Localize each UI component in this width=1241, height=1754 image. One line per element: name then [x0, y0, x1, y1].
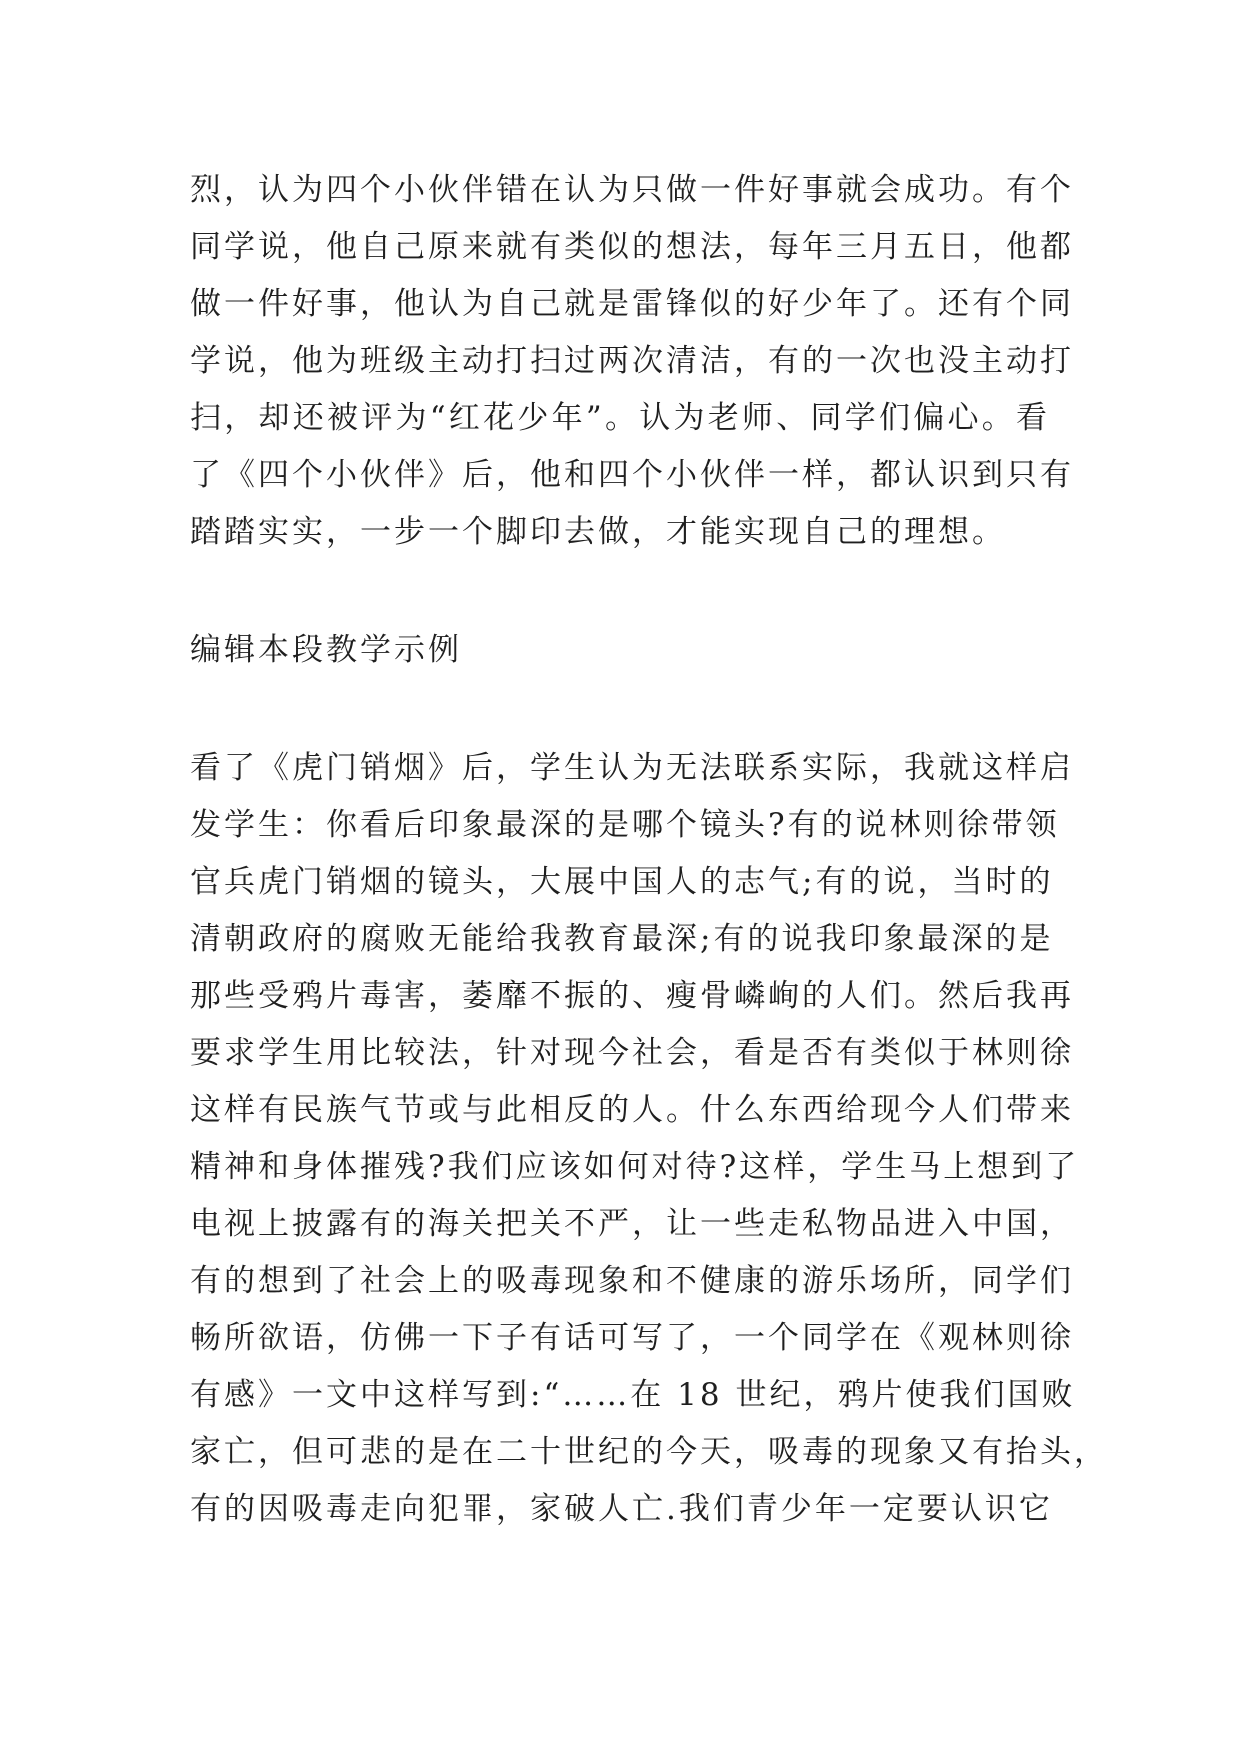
- text-line: 做一件好事，他认为自己就是雷锋似的好少年了。还有个同: [190, 286, 1074, 322]
- text-line: 有感》一文中这样写到:“……在 18 世纪，鸦片使我们国败: [190, 1377, 1076, 1413]
- text-line: 发学生：你看后印象最深的是哪个镜头?有的说林则徐带领: [190, 807, 1060, 843]
- text-line: 那些受鸦片毒害，萎靡不振的、瘦骨嶙峋的人们。然后我再: [190, 978, 1074, 1014]
- text-line: 扫，却还被评为“红花少年”。认为老师、同学们偏心。看: [190, 400, 1050, 436]
- text-line: 清朝政府的腐败无能给我教育最深;有的说我印象最深的是: [190, 921, 1054, 957]
- text-line: 畅所欲语，仿佛一下子有话可写了，一个同学在《观林则徐: [190, 1320, 1074, 1356]
- text-line: 有的因吸毒走向犯罪，家破人亡.我们青少年一定要认识它: [190, 1491, 1053, 1527]
- text-line: 要求学生用比较法，针对现今社会，看是否有类似于林则徐: [190, 1035, 1074, 1071]
- text-line: 这样有民族气节或与此相反的人。什么东西给现今人们带来: [190, 1092, 1074, 1128]
- text-line: 踏踏实实，一步一个脚印去做，才能实现自己的理想。: [190, 514, 1006, 550]
- text-line: 有的想到了社会上的吸毒现象和不健康的游乐场所，同学们: [190, 1263, 1074, 1299]
- text-line: 电视上披露有的海关把关不严，让一些走私物品进入中国，: [190, 1206, 1074, 1242]
- text-line: 精神和身体摧残?我们应该如何对待?这样，学生马上想到了: [190, 1149, 1080, 1185]
- section-heading: 编辑本段教学示例: [190, 632, 462, 668]
- text-line: 家亡，但可悲的是在二十世纪的今天，吸毒的现象又有抬头，: [190, 1434, 1108, 1470]
- text-line: 学说，他为班级主动打扫过两次清洁，有的一次也没主动打: [190, 343, 1074, 379]
- text-line: 了《四个小伙伴》后，他和四个小伙伴一样，都认识到只有: [190, 457, 1074, 493]
- text-line: 烈，认为四个小伙伴错在认为只做一件好事就会成功。有个: [190, 172, 1074, 208]
- text-line: 看了《虎门销烟》后，学生认为无法联系实际，我就这样启: [190, 750, 1074, 786]
- text-line: 同学说，他自己原来就有类似的想法，每年三月五日，他都: [190, 229, 1074, 265]
- text-line: 官兵虎门销烟的镜头，大展中国人的志气;有的说，当时的: [190, 864, 1054, 900]
